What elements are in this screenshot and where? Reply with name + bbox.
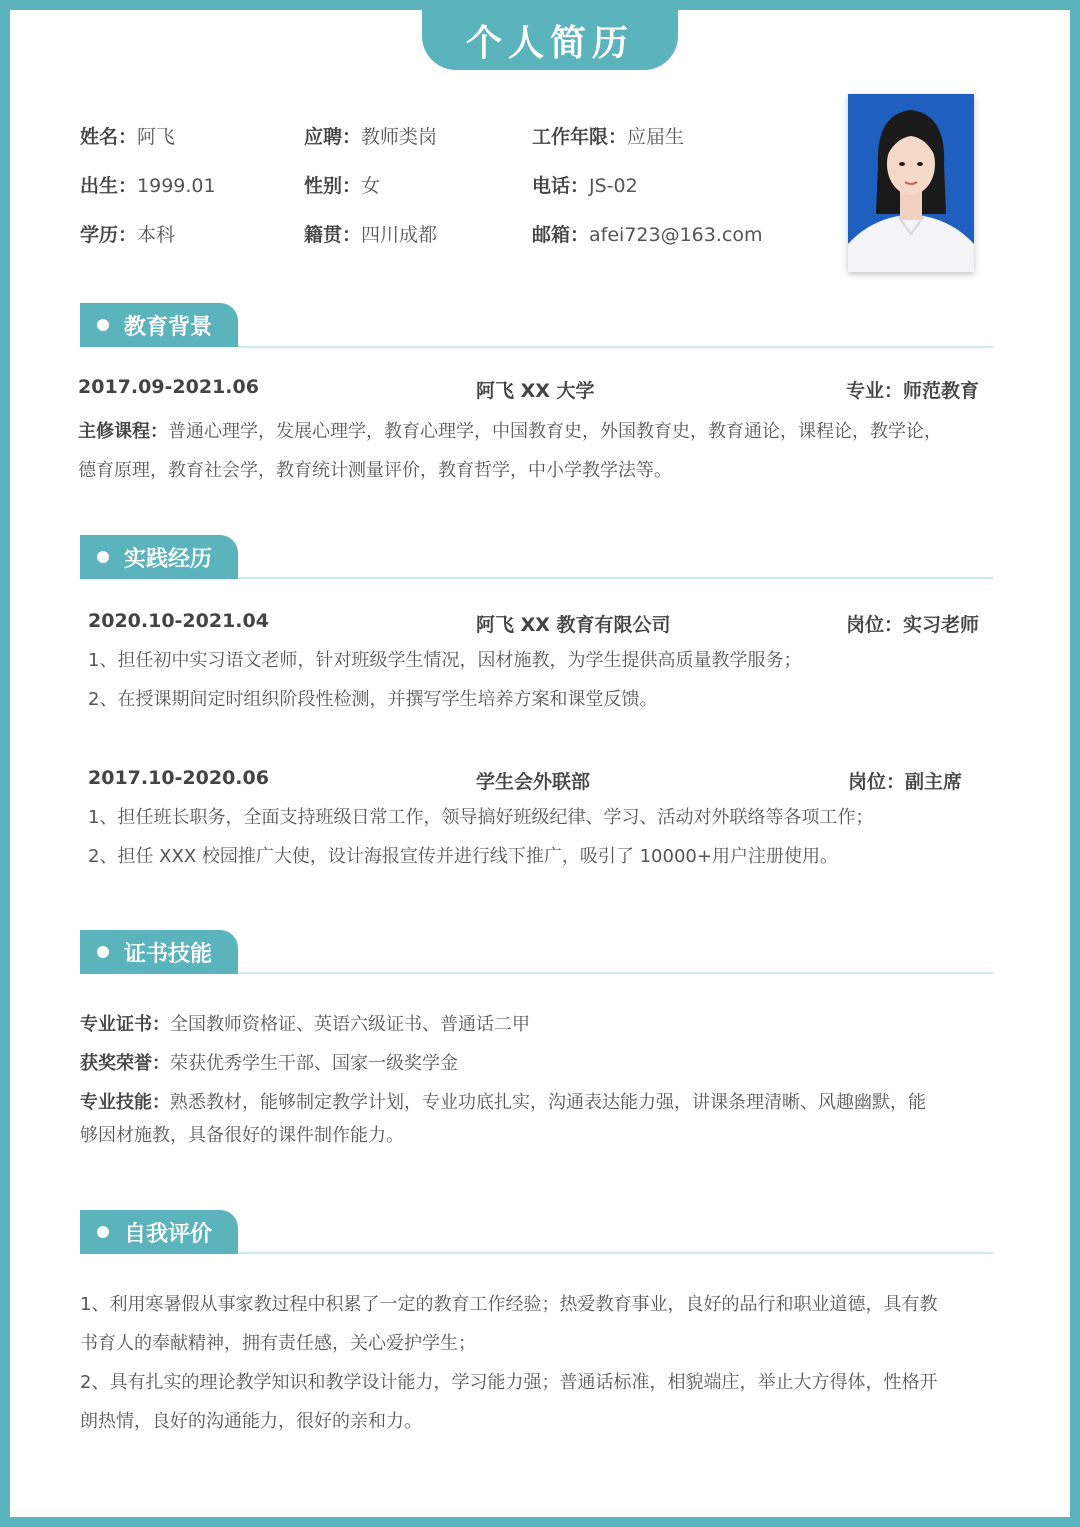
practice-2-line2: 2、担任 XXX 校园推广大使，设计海报宣传并进行线下推广，吸引了 10000+用户注册使用。 [88, 846, 838, 867]
edu-courses-text1: 普通心理学，发展心理学，教育心理学，中国教育史，外国教育史，教育通论，课程论，教学论， [168, 421, 942, 442]
edu-courses-label: 主修课程： [78, 421, 168, 442]
self-eval-line4: 朗热情，良好的沟通能力，很好的亲和力。 [80, 1411, 422, 1432]
self-eval-line3: 2、具有扎实的理论教学知识和教学设计能力，学习能力强；普通话标准，相貌端庄，举止大方得体，性格开 [80, 1372, 938, 1393]
section-divider [238, 1252, 993, 1254]
skills-award [80, 1044, 458, 1083]
skills-skill-line2: 够因材施教，具备很好的课件制作能力。 [80, 1125, 404, 1146]
section-divider [238, 577, 993, 579]
info-native-label: 籍贯： [304, 224, 362, 246]
bullet-dot-icon [97, 1226, 109, 1238]
info-phone-label: 电话： [532, 175, 590, 197]
section-skills-header [80, 930, 238, 974]
resume-sheet [10, 10, 1070, 1517]
skills-cert-label: 专业证书： [80, 1014, 170, 1035]
practice-1-role: 岗位：实习老师 [846, 614, 980, 636]
info-edu-value: 本科 [137, 224, 176, 246]
info-phone-value: JS-02 [589, 175, 638, 197]
section-education-header [80, 303, 238, 347]
info-birth [80, 171, 216, 198]
resume-title: 个人简历 [422, 10, 678, 70]
portrait-illustration [848, 94, 974, 272]
info-apply-value: 教师类岗 [361, 126, 438, 148]
edu-courses-line2: 德育原理，教育社会学，教育统计测量评价，教育哲学，中小学教学法等。 [78, 460, 672, 481]
info-email-value: afei723@163.com [589, 224, 763, 246]
practice-1-org: 阿飞 XX 教育有限公司 [476, 614, 671, 636]
info-native-value: 四川成都 [361, 224, 438, 246]
practice-2-org: 学生会外联部 [476, 771, 591, 793]
edu-major: 专业：师范教育 [846, 380, 980, 402]
practice-2-period: 2017.10-2020.06 [88, 767, 269, 789]
info-phone [532, 171, 638, 198]
section-divider [238, 346, 993, 348]
skills-skill-text1: 熟悉教材，能够制定教学计划，专业功底扎实，沟通表达能力强，讲课条理清晰、风趣幽默，能 [170, 1092, 926, 1113]
skills-skill-label: 专业技能： [80, 1092, 170, 1113]
self-eval-line2: 书育人的奉献精神，拥有责任感，关心爱护学生； [80, 1333, 476, 1354]
skills-cert [80, 1005, 530, 1044]
skills-cert-value: 全国教师资格证、英语六级证书、普通话二甲 [170, 1014, 530, 1035]
info-years-label: 工作年限： [532, 126, 628, 148]
section-skills-title: 证书技能 [124, 941, 213, 967]
edu-school: 阿飞 XX 大学 [476, 380, 595, 402]
info-years-value: 应届生 [627, 126, 685, 148]
edu-courses-line1 [78, 412, 942, 451]
section-education-title: 教育背景 [124, 314, 213, 340]
info-years [532, 122, 684, 149]
practice-1-line2: 2、在授课期间定时组织阶段性检测，并撰写学生培养方案和课堂反馈。 [88, 689, 658, 710]
info-edu [80, 220, 175, 247]
practice-1-line1: 1、担任初中实习语文老师，针对班级学生情况，因材施教，为学生提供高质量教学服务； [88, 650, 802, 671]
info-birth-value: 1999.01 [137, 175, 216, 197]
info-email-label: 邮箱： [532, 224, 590, 246]
info-apply-label: 应聘： [304, 126, 362, 148]
info-birth-label: 出生： [80, 175, 138, 197]
section-practice-header [80, 535, 238, 579]
info-name-label: 姓名： [80, 126, 138, 148]
edu-period: 2017.09-2021.06 [78, 376, 259, 398]
profile-photo [848, 94, 974, 272]
section-self-eval-header [80, 1210, 238, 1254]
skills-award-label: 获奖荣誉： [80, 1053, 170, 1074]
section-practice-title: 实践经历 [124, 546, 213, 572]
section-self-eval-title: 自我评价 [124, 1221, 213, 1247]
practice-1-period: 2020.10-2021.04 [88, 610, 269, 632]
bullet-dot-icon [97, 946, 109, 958]
info-edu-label: 学历： [80, 224, 138, 246]
bullet-dot-icon [97, 551, 109, 563]
info-gender-value: 女 [361, 175, 381, 197]
section-divider [238, 972, 993, 974]
skills-award-value: 荣获优秀学生干部、国家一级奖学金 [170, 1053, 458, 1074]
practice-2-line1: 1、担任班长职务，全面支持班级日常工作，领导搞好班级纪律、学习、活动对外联络等各项工作； [88, 807, 874, 828]
info-name [80, 122, 175, 149]
info-apply [304, 122, 437, 149]
bullet-dot-icon [97, 319, 109, 331]
info-gender-label: 性别： [304, 175, 362, 197]
self-eval-line1: 1、利用寒暑假从事家教过程中积累了一定的教育工作经验；热爱教育事业，良好的品行和职业道德，具有教 [80, 1294, 938, 1315]
info-gender [304, 171, 380, 198]
info-name-value: 阿飞 [137, 126, 176, 148]
info-native [304, 220, 437, 247]
info-email [532, 220, 762, 247]
practice-2-role: 岗位：副主席 [848, 771, 963, 793]
